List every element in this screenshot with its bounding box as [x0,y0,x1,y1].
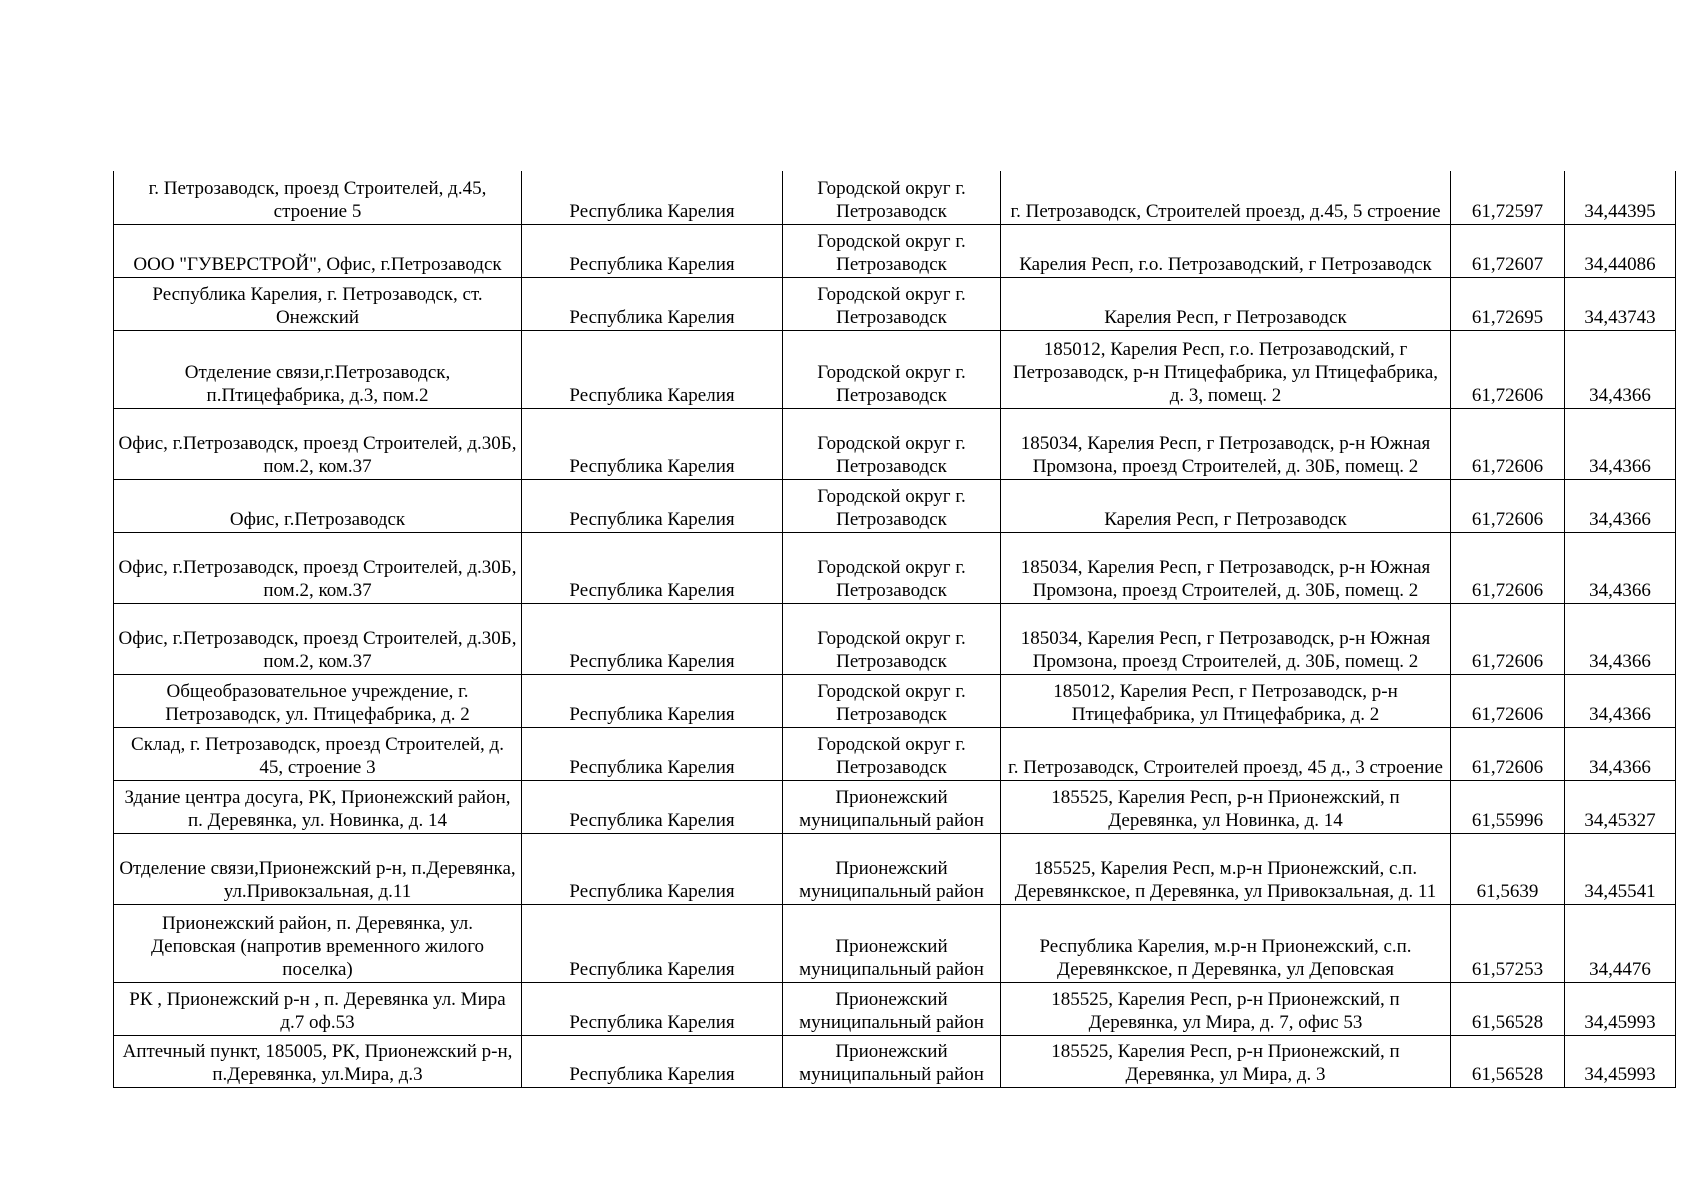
cell-latitude: 61,72606 [1451,727,1565,780]
cell-region: Республика Карелия [522,603,783,674]
cell-name: Аптечный пункт, 185005, РК, Прионежский р-н, п.Деревянка, ул.Мира, д.3 [114,1035,522,1087]
cell-region: Республика Карелия [522,171,783,224]
cell-region: Республика Карелия [522,982,783,1035]
cell-longitude: 34,43743 [1565,277,1676,330]
cell-region: Республика Карелия [522,532,783,603]
cell-longitude: 34,4366 [1565,727,1676,780]
cell-name: Склад, г. Петрозаводск, проезд Строителей, д. 45, строение 3 [114,727,522,780]
cell-municipality: Прионежский муниципальный район [783,780,1001,833]
cell-address: Карелия Респ, г Петрозаводск [1001,479,1451,532]
cell-region: Республика Карелия [522,224,783,277]
cell-latitude: 61,72606 [1451,479,1565,532]
cell-municipality: Городской округ г. Петрозаводск [783,532,1001,603]
table-row [114,982,1676,1035]
cell-longitude: 34,4366 [1565,408,1676,479]
cell-region: Республика Карелия [522,674,783,727]
cell-latitude: 61,72606 [1451,603,1565,674]
cell-name: Офис, г.Петрозаводск [114,479,522,532]
cell-longitude: 34,45993 [1565,982,1676,1035]
cell-latitude: 61,56528 [1451,982,1565,1035]
cell-longitude: 34,45327 [1565,780,1676,833]
cell-longitude: 34,4366 [1565,674,1676,727]
cell-name: Офис, г.Петрозаводск, проезд Строителей, д.30Б, пом.2, ком.37 [114,532,522,603]
table-row [114,224,1676,277]
cell-longitude: 34,45993 [1565,1035,1676,1087]
cell-latitude: 61,72607 [1451,224,1565,277]
cell-name: Прионежский район, п. Деревянка, ул. Деповская (напротив временного жилого поселка) [114,904,522,982]
cell-region: Республика Карелия [522,330,783,408]
cell-address: 185034, Карелия Респ, г Петрозаводск, р-н Южная Промзона, проезд Строителей, д. 30Б, помещ. 2 [1001,532,1451,603]
cell-latitude: 61,56528 [1451,1035,1565,1087]
cell-address: 185012, Карелия Респ, г Петрозаводск, р-н Птицефабрика, ул Птицефабрика, д. 2 [1001,674,1451,727]
table-row [114,408,1676,479]
table-row [114,833,1676,904]
cell-municipality: Городской округ г. Петрозаводск [783,224,1001,277]
cell-name: Здание центра досуга, РК, Прионежский район, п. Деревянка, ул. Новинка, д. 14 [114,780,522,833]
table-row [114,277,1676,330]
cell-address: 185034, Карелия Респ, г Петрозаводск, р-н Южная Промзона, проезд Строителей, д. 30Б, помещ. 2 [1001,603,1451,674]
cell-latitude: 61,72695 [1451,277,1565,330]
table-row [114,603,1676,674]
cell-name: г. Петрозаводск, проезд Строителей, д.45, строение 5 [114,171,522,224]
table-row [114,727,1676,780]
cell-longitude: 34,44395 [1565,171,1676,224]
cell-longitude: 34,4366 [1565,532,1676,603]
cell-region: Республика Карелия [522,780,783,833]
cell-name: Офис, г.Петрозаводск, проезд Строителей, д.30Б, пом.2, ком.37 [114,603,522,674]
cell-address: 185525, Карелия Респ, р-н Прионежский, п Деревянка, ул Мира, д. 7, офис 53 [1001,982,1451,1035]
cell-longitude: 34,4476 [1565,904,1676,982]
cell-name: ООО "ГУВЕРСТРОЙ", Офис, г.Петрозаводск [114,224,522,277]
cell-longitude: 34,4366 [1565,330,1676,408]
cell-longitude: 34,4366 [1565,479,1676,532]
cell-municipality: Городской округ г. Петрозаводск [783,603,1001,674]
cell-municipality: Городской округ г. Петрозаводск [783,727,1001,780]
cell-municipality: Прионежский муниципальный район [783,833,1001,904]
cell-name: РК , Прионежский р-н , п. Деревянка ул. Мира д.7 оф.53 [114,982,522,1035]
table-row [114,904,1676,982]
cell-region: Республика Карелия [522,727,783,780]
cell-region: Республика Карелия [522,277,783,330]
cell-address: г. Петрозаводск, Строителей проезд, д.45, 5 строение [1001,171,1451,224]
cell-latitude: 61,5639 [1451,833,1565,904]
cell-region: Республика Карелия [522,833,783,904]
cell-address: 185034, Карелия Респ, г Петрозаводск, р-н Южная Промзона, проезд Строителей, д. 30Б, помещ. 2 [1001,408,1451,479]
cell-region: Республика Карелия [522,408,783,479]
cell-latitude: 61,72606 [1451,408,1565,479]
cell-name: Офис, г.Петрозаводск, проезд Строителей, д.30Б, пом.2, ком.37 [114,408,522,479]
cell-name: Отделение связи,г.Петрозаводск, п.Птицефабрика, д.3, пом.2 [114,330,522,408]
cell-municipality: Городской округ г. Петрозаводск [783,479,1001,532]
table-row [114,674,1676,727]
cell-latitude: 61,72606 [1451,330,1565,408]
cell-name: Общеобразовательное учреждение, г. Петрозаводск, ул. Птицефабрика, д. 2 [114,674,522,727]
cell-name: Республика Карелия, г. Петрозаводск, ст. Онежский [114,277,522,330]
cell-name: Отделение связи,Прионежский р-н, п.Деревянка, ул.Привокзальная, д.11 [114,833,522,904]
cell-address: 185525, Карелия Респ, м.р-н Прионежский, с.п. Деревянкское, п Деревянка, ул Привокзальная, д. 11 [1001,833,1451,904]
cell-address: 185012, Карелия Респ, г.о. Петрозаводский, г Петрозаводск, р-н Птицефабрика, ул Птицефабрика, д. 3, помещ. 2 [1001,330,1451,408]
cell-region: Республика Карелия [522,1035,783,1087]
cell-latitude: 61,55996 [1451,780,1565,833]
cell-municipality: Прионежский муниципальный район [783,982,1001,1035]
cell-municipality: Городской округ г. Петрозаводск [783,330,1001,408]
data-table [113,171,1676,1088]
cell-municipality: Городской округ г. Петрозаводск [783,171,1001,224]
cell-address: Карелия Респ, г.о. Петрозаводский, г Петрозаводск [1001,224,1451,277]
cell-municipality: Прионежский муниципальный район [783,1035,1001,1087]
cell-address: г. Петрозаводск, Строителей проезд, 45 д., 3 строение [1001,727,1451,780]
cell-latitude: 61,72597 [1451,171,1565,224]
table-row [114,780,1676,833]
table-row [114,1035,1676,1087]
cell-region: Республика Карелия [522,904,783,982]
cell-longitude: 34,45541 [1565,833,1676,904]
cell-region: Республика Карелия [522,479,783,532]
table-row [114,532,1676,603]
cell-address: Республика Карелия, м.р-н Прионежский, с.п. Деревянкское, п Деревянка, ул Деповская [1001,904,1451,982]
cell-latitude: 61,72606 [1451,532,1565,603]
cell-municipality: Городской округ г. Петрозаводск [783,408,1001,479]
table-row [114,479,1676,532]
cell-longitude: 34,44086 [1565,224,1676,277]
table-row [114,171,1676,224]
table-body [114,171,1676,1087]
cell-address: 185525, Карелия Респ, р-н Прионежский, п Деревянка, ул Мира, д. 3 [1001,1035,1451,1087]
cell-municipality: Городской округ г. Петрозаводск [783,277,1001,330]
cell-address: Карелия Респ, г Петрозаводск [1001,277,1451,330]
cell-latitude: 61,57253 [1451,904,1565,982]
cell-municipality: Городской округ г. Петрозаводск [783,674,1001,727]
table-row [114,330,1676,408]
cell-longitude: 34,4366 [1565,603,1676,674]
cell-address: 185525, Карелия Респ, р-н Прионежский, п Деревянка, ул Новинка, д. 14 [1001,780,1451,833]
cell-municipality: Прионежский муниципальный район [783,904,1001,982]
cell-latitude: 61,72606 [1451,674,1565,727]
